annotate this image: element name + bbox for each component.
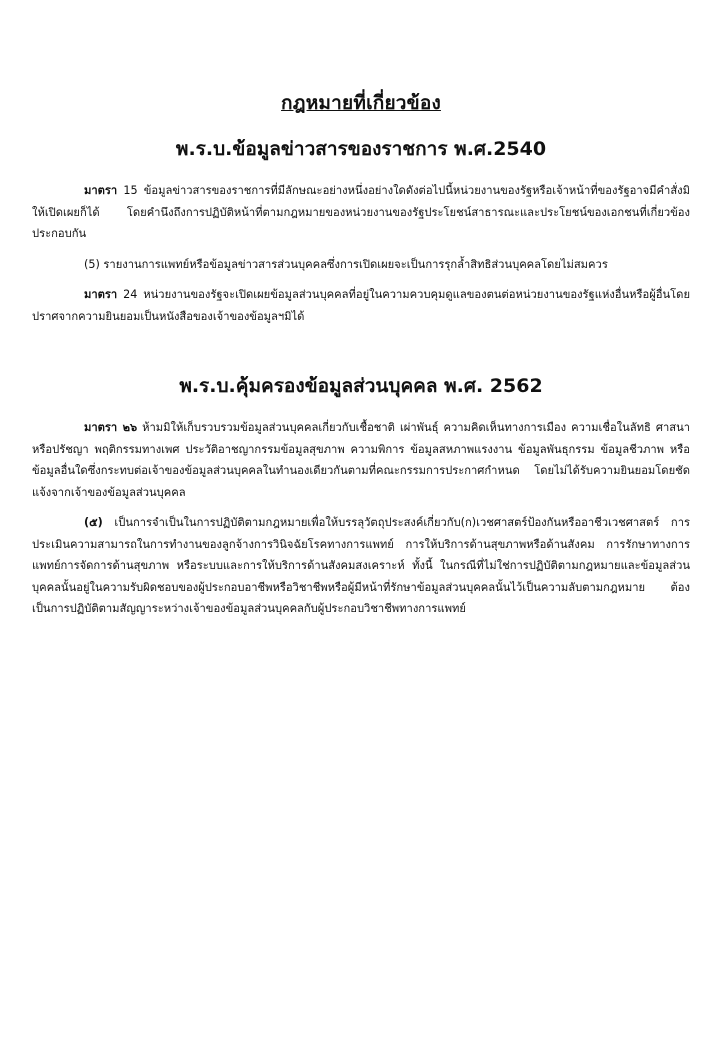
document-heading: กฎหมายที่เกี่ยวข้อง xyxy=(281,92,441,114)
paragraph-text: (5) รายงานการแพทย์หรือข้อมูลข่าวสารส่วนบุคคลซึ่งการเปิดเผยจะเป็นการรุกล้ำสิทธิส่วนบุคคลโดยไม่สมควร xyxy=(84,257,608,271)
act-title-official-information: พ.ร.บ.ข้อมูลข่าวสารของราชการ พ.ศ.2540 xyxy=(175,138,547,160)
paragraph-lead: มาตรา xyxy=(84,288,118,301)
paragraph-section-26 xyxy=(32,417,690,503)
paragraph-text: เป็นการจำเป็นในการปฏิบัติตามกฎหมายเพื่อให้บรรลุวัตถุประสงค์เกี่ยวกับ(ก)เวชศาสตร์ป้องกันหรืออาชีวเวชศาสตร์ การประเมินความสามารถในการทำงานของลูกจ้างการวินิจฉัยโรคทางการแพทย์ การให้บริการด้านสุขภาพหรือด้านสังคม การรักษาทางการแพทย์การจัดการด้านสุขภาพ หรือระบบและการให้บริการด้านสังคมสงเคราะห์ ทั้งนี้ ในกรณีที่ไม่ใช่การปฏิบัติตามกฎหมายและข้อมูลส่วนบุคคลนั้นอยู่ในความรับผิดชอบของผู้ประกอบอาชีพหรือวิชาชีพหรือผู้มีหน้าที่รักษาข้อมูลส่วนบุคคลนั้นไว้เป็นความลับตามกฎหมาย ต้องเป็นการปฏิบัติตามสัญญาระหว่างเจ้าของข้อมูลส่วนบุคคลกับผู้ประกอบวิชาชีพทางการแพทย์ xyxy=(32,516,690,615)
paragraph-text: 24 หน่วยงานของรัฐจะเปิดเผยข้อมูลส่วนบุคคลที่อยู่ในความควบคุมดูแลของตนต่อหน่วยงานของรัฐแห่งอื่นหรือผู้อื่นโดยปราศจากความยินยอมเป็นหนังสือของเจ้าของข้อมูลฯมิได้ xyxy=(32,288,690,323)
paragraph-lead: มาตรา ๒๖ xyxy=(84,421,138,434)
paragraph-text: ห้ามมิให้เก็บรวบรวมข้อมูลส่วนบุคคลเกี่ยวกับเชื้อชาติ เผ่าพันธุ์ ความคิดเห็นทางการเมือง ความเชื่อในลัทธิ ศาสนาหรือปรัชญา พฤติกรรมทางเพศ ประวัติอาชญากรรมข้อมูลสุขภาพ ความพิการ ข้อมูลสหภาพแรงงาน ข้อมูลพันธุกรรม ข้อมูลชีวภาพ หรือข้อมูลอื่นใดซึ่งกระทบต่อเจ้าของข้อมูลส่วนบุคคลในทำนองเดียวกันตามที่คณะกรรมการประกาศกำหนด โดยไม่ได้รับความยินยอมโดยชัดแจ้งจากเจ้าของข้อมูลส่วนบุคคล xyxy=(32,421,691,499)
paragraph-section-24 xyxy=(32,284,690,327)
paragraph-lead: มาตรา xyxy=(84,184,118,197)
paragraph-text: 15 ข้อมูลข่าวสารของราชการที่มีลักษณะอย่างหนึ่งอย่างใดดังต่อไปนี้หน่วยงานของรัฐหรือเจ้าหน้าที่ของรัฐอาจมีคำสั่งมิให้เปิดเผยก็ได้ โดยคำนึงถึงการปฏิบัติหน้าที่ตามกฎหมายของหน่วยงานของรัฐประโยชน์สาธารณะและประโยชน์ของเอกชนที่เกี่ยวข้องประกอบกัน xyxy=(32,184,690,240)
paragraph-section-15 xyxy=(32,180,690,245)
paragraph-lead: (๕) xyxy=(84,516,103,529)
act-title-personal-data-protection: พ.ร.บ.คุ้มครองข้อมูลส่วนบุคคล พ.ศ. 2562 xyxy=(179,375,543,397)
paragraph-item-5-thai xyxy=(32,512,690,620)
paragraph-item-5 xyxy=(32,254,690,276)
